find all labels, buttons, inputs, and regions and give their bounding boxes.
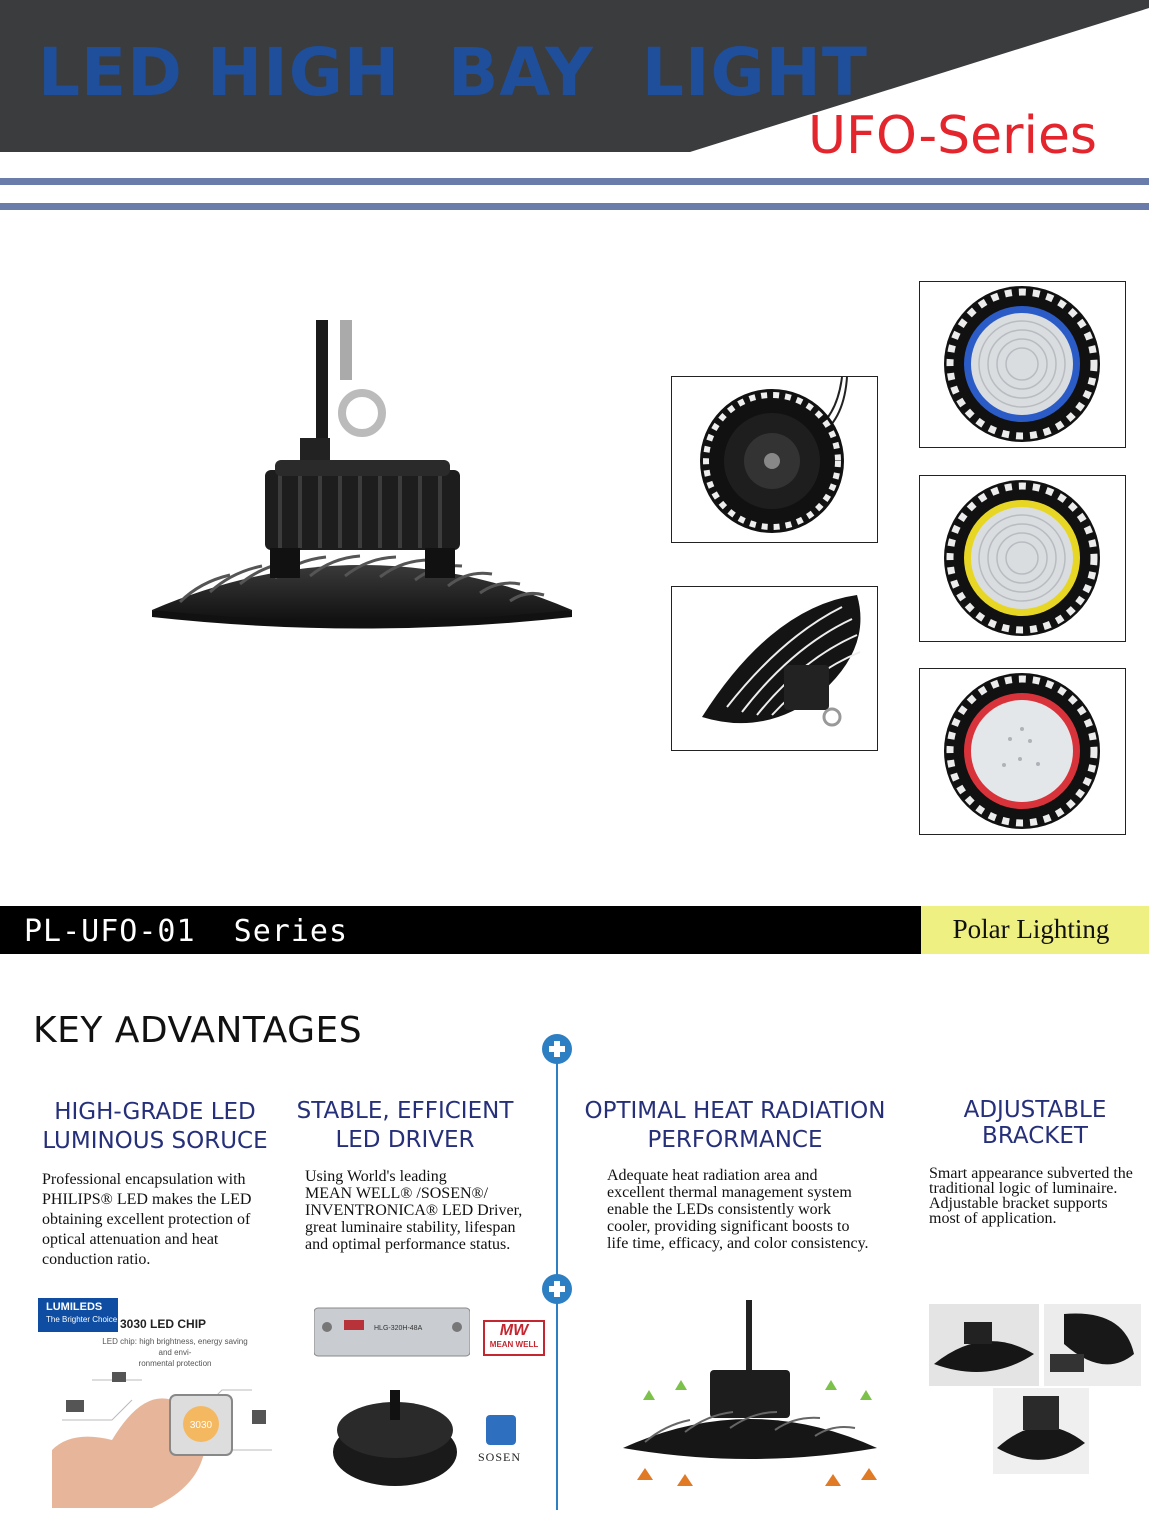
brand-name: Polar Lighting bbox=[952, 914, 1110, 944]
main-product-photo bbox=[140, 320, 585, 650]
product-photo-back bbox=[671, 376, 878, 543]
text-line: MEAN WELL® /SOSEN®/ bbox=[305, 1185, 489, 1202]
sosen-icon bbox=[486, 1415, 516, 1445]
heading-line: BRACKET bbox=[982, 1123, 1088, 1149]
meanwell-mark: MW bbox=[499, 1322, 529, 1339]
advantage-text-driver bbox=[305, 1168, 550, 1253]
text-line: PHILIPS® LED makes the LED bbox=[42, 1191, 252, 1208]
product-photo-red-ring bbox=[919, 668, 1126, 835]
lumileds-tagline: The Brighter Choice bbox=[46, 1315, 118, 1324]
text-line: Using World's leading bbox=[305, 1168, 447, 1185]
heading-line: PERFORMANCE bbox=[647, 1127, 823, 1153]
product-photo-side bbox=[671, 586, 878, 751]
heading-line: HIGH-GRADE LED bbox=[54, 1099, 256, 1125]
text-line: most of application. bbox=[929, 1210, 1057, 1227]
text-line: optical attenuation and heat bbox=[42, 1231, 219, 1248]
chip-label: 3030 LED CHIP bbox=[120, 1317, 207, 1331]
plus-icon bbox=[542, 1034, 572, 1064]
plus-icon bbox=[542, 1274, 572, 1304]
text-line: obtaining excellent protection of bbox=[42, 1211, 251, 1228]
advantage-heading-driver bbox=[290, 1097, 520, 1155]
text-line: cooler, providing significant boosts to bbox=[607, 1218, 850, 1235]
lumileds-text: LUMILEDS bbox=[46, 1301, 103, 1313]
text-line: life time, efficacy, and color consistency. bbox=[607, 1235, 869, 1252]
advantage-text-led bbox=[42, 1170, 292, 1270]
text-line: Professional encapsulation with bbox=[42, 1171, 246, 1188]
heading-line: LUMINOUS SORUCE bbox=[42, 1128, 268, 1154]
page-title: LED HIGH BAY LIGHT bbox=[38, 34, 868, 111]
page-subtitle: UFO-Series bbox=[808, 106, 1098, 166]
product-photo-blue-ring bbox=[919, 281, 1126, 448]
advantage-text-bracket bbox=[929, 1166, 1149, 1226]
text-line: traditional logic of luminaire. bbox=[929, 1180, 1118, 1197]
led-chip-hand-image bbox=[52, 1360, 292, 1508]
meanwell-logo bbox=[483, 1320, 545, 1356]
text-line: enable the LEDs consistently work bbox=[607, 1201, 831, 1218]
text-line: conduction ratio. bbox=[42, 1251, 151, 1268]
heading-line: STABLE, EFFICIENT bbox=[296, 1098, 514, 1124]
heading-line: LED DRIVER bbox=[335, 1127, 475, 1153]
key-advantages-title: KEY ADVANTAGES bbox=[33, 1010, 363, 1051]
advantage-heading-bracket bbox=[925, 1097, 1145, 1149]
bracket-photo-3 bbox=[993, 1388, 1089, 1474]
lumileds-logo bbox=[38, 1298, 118, 1332]
chip-desc-line: ronmental protection bbox=[138, 1359, 212, 1368]
chip-mark: 3030 bbox=[189, 1420, 213, 1431]
heading-line: OPTIMAL HEAT RADIATION bbox=[584, 1098, 886, 1124]
text-line: Smart appearance subverted the bbox=[929, 1165, 1133, 1182]
chip-desc-line: LED chip: high brightness, energy saving and envi- bbox=[102, 1337, 248, 1357]
advantage-text-heat bbox=[607, 1167, 897, 1252]
divider-line-top bbox=[0, 178, 1149, 185]
meanwell-text: MEAN WELL bbox=[489, 1340, 539, 1349]
meanwell-driver-image bbox=[314, 1300, 470, 1362]
advantage-heading-heat bbox=[575, 1097, 895, 1155]
bracket-photo-1 bbox=[929, 1304, 1039, 1386]
bracket-photo-2 bbox=[1044, 1304, 1141, 1386]
text-line: and optimal performance status. bbox=[305, 1236, 511, 1253]
text-line: great luminaire stability, lifespan bbox=[305, 1219, 516, 1236]
heat-radiation-image bbox=[615, 1300, 885, 1505]
heading-line: ADJUSTABLE bbox=[963, 1097, 1107, 1123]
driver-label: HLG-320H-48A bbox=[374, 1325, 423, 1332]
text-line: INVENTRONICA® LED Driver, bbox=[305, 1202, 523, 1219]
text-line: excellent thermal management system bbox=[607, 1184, 852, 1201]
text-line: Adequate heat radiation area and bbox=[607, 1167, 818, 1184]
divider-line-bottom bbox=[0, 203, 1149, 210]
advantage-heading-led bbox=[30, 1098, 280, 1156]
sosen-driver-image bbox=[330, 1390, 460, 1490]
sosen-text: SOSEN bbox=[478, 1450, 522, 1464]
series-model: PL-UFO-01 Series bbox=[24, 914, 349, 949]
text-line: Adjustable bracket supports bbox=[929, 1195, 1108, 1212]
product-photo-yellow-ring bbox=[919, 475, 1126, 642]
